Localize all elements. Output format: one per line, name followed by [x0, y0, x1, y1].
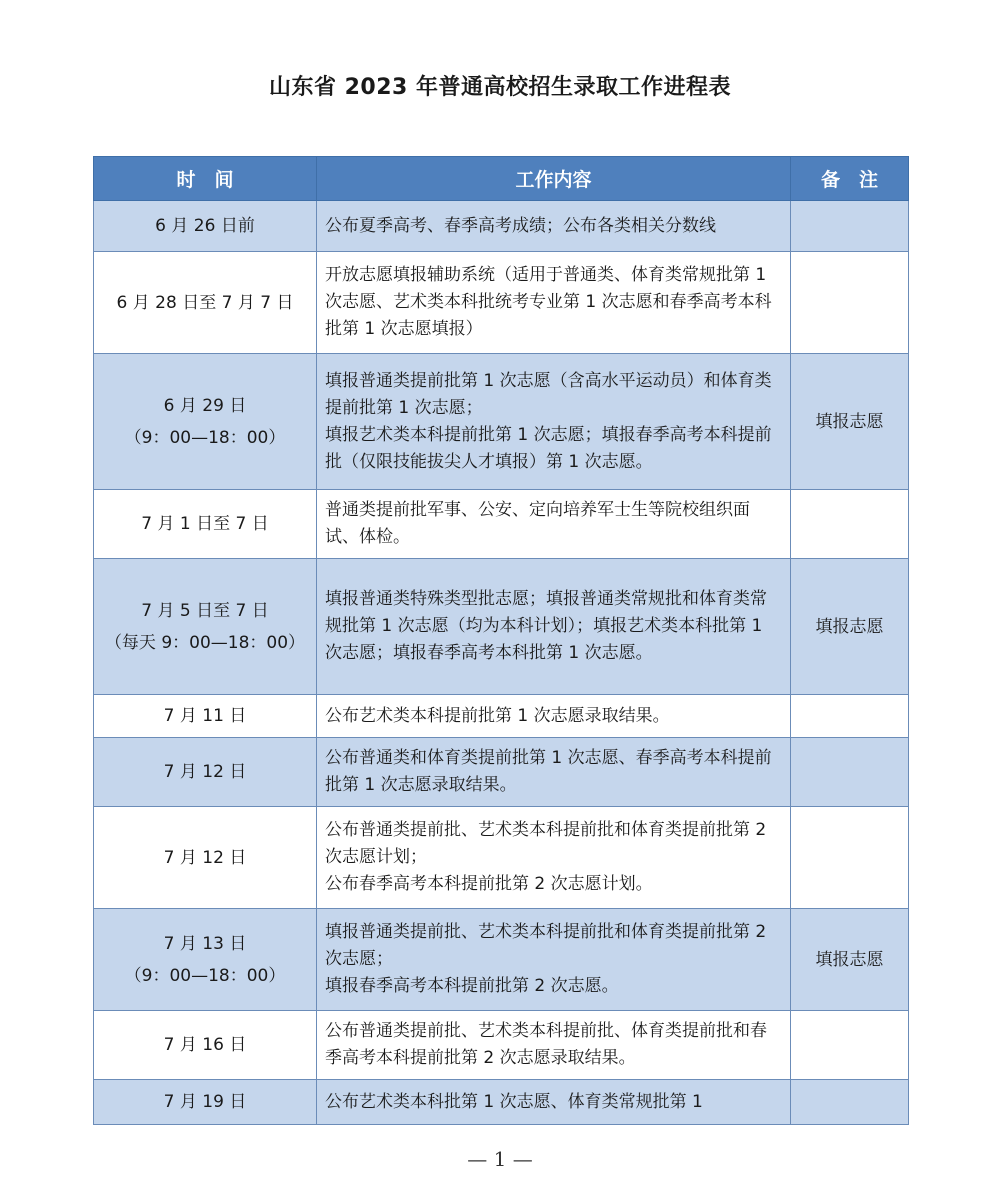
time-cell: 7 月 13 日 （9：00—18：00） — [94, 909, 317, 1011]
table-row — [94, 807, 909, 909]
header-note: 备 注 — [791, 157, 909, 201]
content-cell: 填报普通类特殊类型批志愿；填报普通类常规批和体育类常规批第 1 次志愿（均为本科计划）；填报艺术类本科批第 1 次志愿；填报春季高考本科批第 1 次志愿。 — [317, 559, 791, 695]
table-row — [94, 1080, 909, 1125]
content-cell: 开放志愿填报辅助系统（适用于普通类、体育类常规批第 1 次志愿、艺术类本科批统考专业第 1 次志愿和春季高考本科批第 1 次志愿填报） — [317, 252, 791, 354]
table-row — [94, 559, 909, 695]
time-cell: 7 月 1 日至 7 日 — [94, 490, 317, 559]
note-cell — [791, 738, 909, 807]
table-row — [94, 252, 909, 354]
content-cell: 普通类提前批军事、公安、定向培养军士生等院校组织面试、体检。 — [317, 490, 791, 559]
content-cell: 公布普通类提前批、艺术类本科提前批、体育类提前批和春季高考本科提前批第 2 次志愿录取结果。 — [317, 1011, 791, 1080]
content-cell: 公布普通类提前批、艺术类本科提前批和体育类提前批第 2 次志愿计划； 公布春季高考本科提前批第 2 次志愿计划。 — [317, 807, 791, 909]
note-cell: 填报志愿 — [791, 909, 909, 1011]
note-cell — [791, 201, 909, 252]
note-cell — [791, 695, 909, 738]
time-cell: 7 月 5 日至 7 日 （每天 9：00—18：00） — [94, 559, 317, 695]
note-cell — [791, 1080, 909, 1125]
table-row — [94, 909, 909, 1011]
header-time: 时 间 — [94, 157, 317, 201]
document-title: 山东省 2023 年普通高校招生录取工作进程表 — [268, 75, 732, 100]
table-header-row — [94, 157, 909, 201]
table-row — [94, 738, 909, 807]
time-cell: 6 月 26 日前 — [94, 201, 317, 252]
time-cell: 7 月 11 日 — [94, 695, 317, 738]
note-cell — [791, 807, 909, 909]
content-cell: 公布普通类和体育类提前批第 1 次志愿、春季高考本科提前批第 1 次志愿录取结果。 — [317, 738, 791, 807]
page-number: — 1 — — [467, 1147, 533, 1171]
admission-schedule-table — [93, 156, 909, 1125]
time-cell: 7 月 12 日 — [94, 738, 317, 807]
note-cell — [791, 252, 909, 354]
table-row — [94, 490, 909, 559]
content-cell: 填报普通类提前批第 1 次志愿（含高水平运动员）和体育类提前批第 1 次志愿； 填报艺术类本科提前批第 1 次志愿；填报春季高考本科提前批（仅限技能拔尖人才填报）第 1 次志愿。 — [317, 354, 791, 490]
table-row — [94, 1011, 909, 1080]
note-cell — [791, 1011, 909, 1080]
time-cell: 7 月 19 日 — [94, 1080, 317, 1125]
table-row — [94, 695, 909, 738]
note-cell: 填报志愿 — [791, 354, 909, 490]
content-cell: 填报普通类提前批、艺术类本科提前批和体育类提前批第 2 次志愿； 填报春季高考本科提前批第 2 次志愿。 — [317, 909, 791, 1011]
content-cell: 公布艺术类本科批第 1 次志愿、体育类常规批第 1 — [317, 1080, 791, 1125]
time-cell: 7 月 16 日 — [94, 1011, 317, 1080]
time-cell: 6 月 28 日至 7 月 7 日 — [94, 252, 317, 354]
header-content: 工作内容 — [317, 157, 791, 201]
table-row — [94, 201, 909, 252]
note-cell — [791, 490, 909, 559]
content-cell: 公布夏季高考、春季高考成绩；公布各类相关分数线 — [317, 201, 791, 252]
time-cell: 7 月 12 日 — [94, 807, 317, 909]
content-cell: 公布艺术类本科提前批第 1 次志愿录取结果。 — [317, 695, 791, 738]
note-cell: 填报志愿 — [791, 559, 909, 695]
time-cell: 6 月 29 日 （9：00—18：00） — [94, 354, 317, 490]
table-row — [94, 354, 909, 490]
